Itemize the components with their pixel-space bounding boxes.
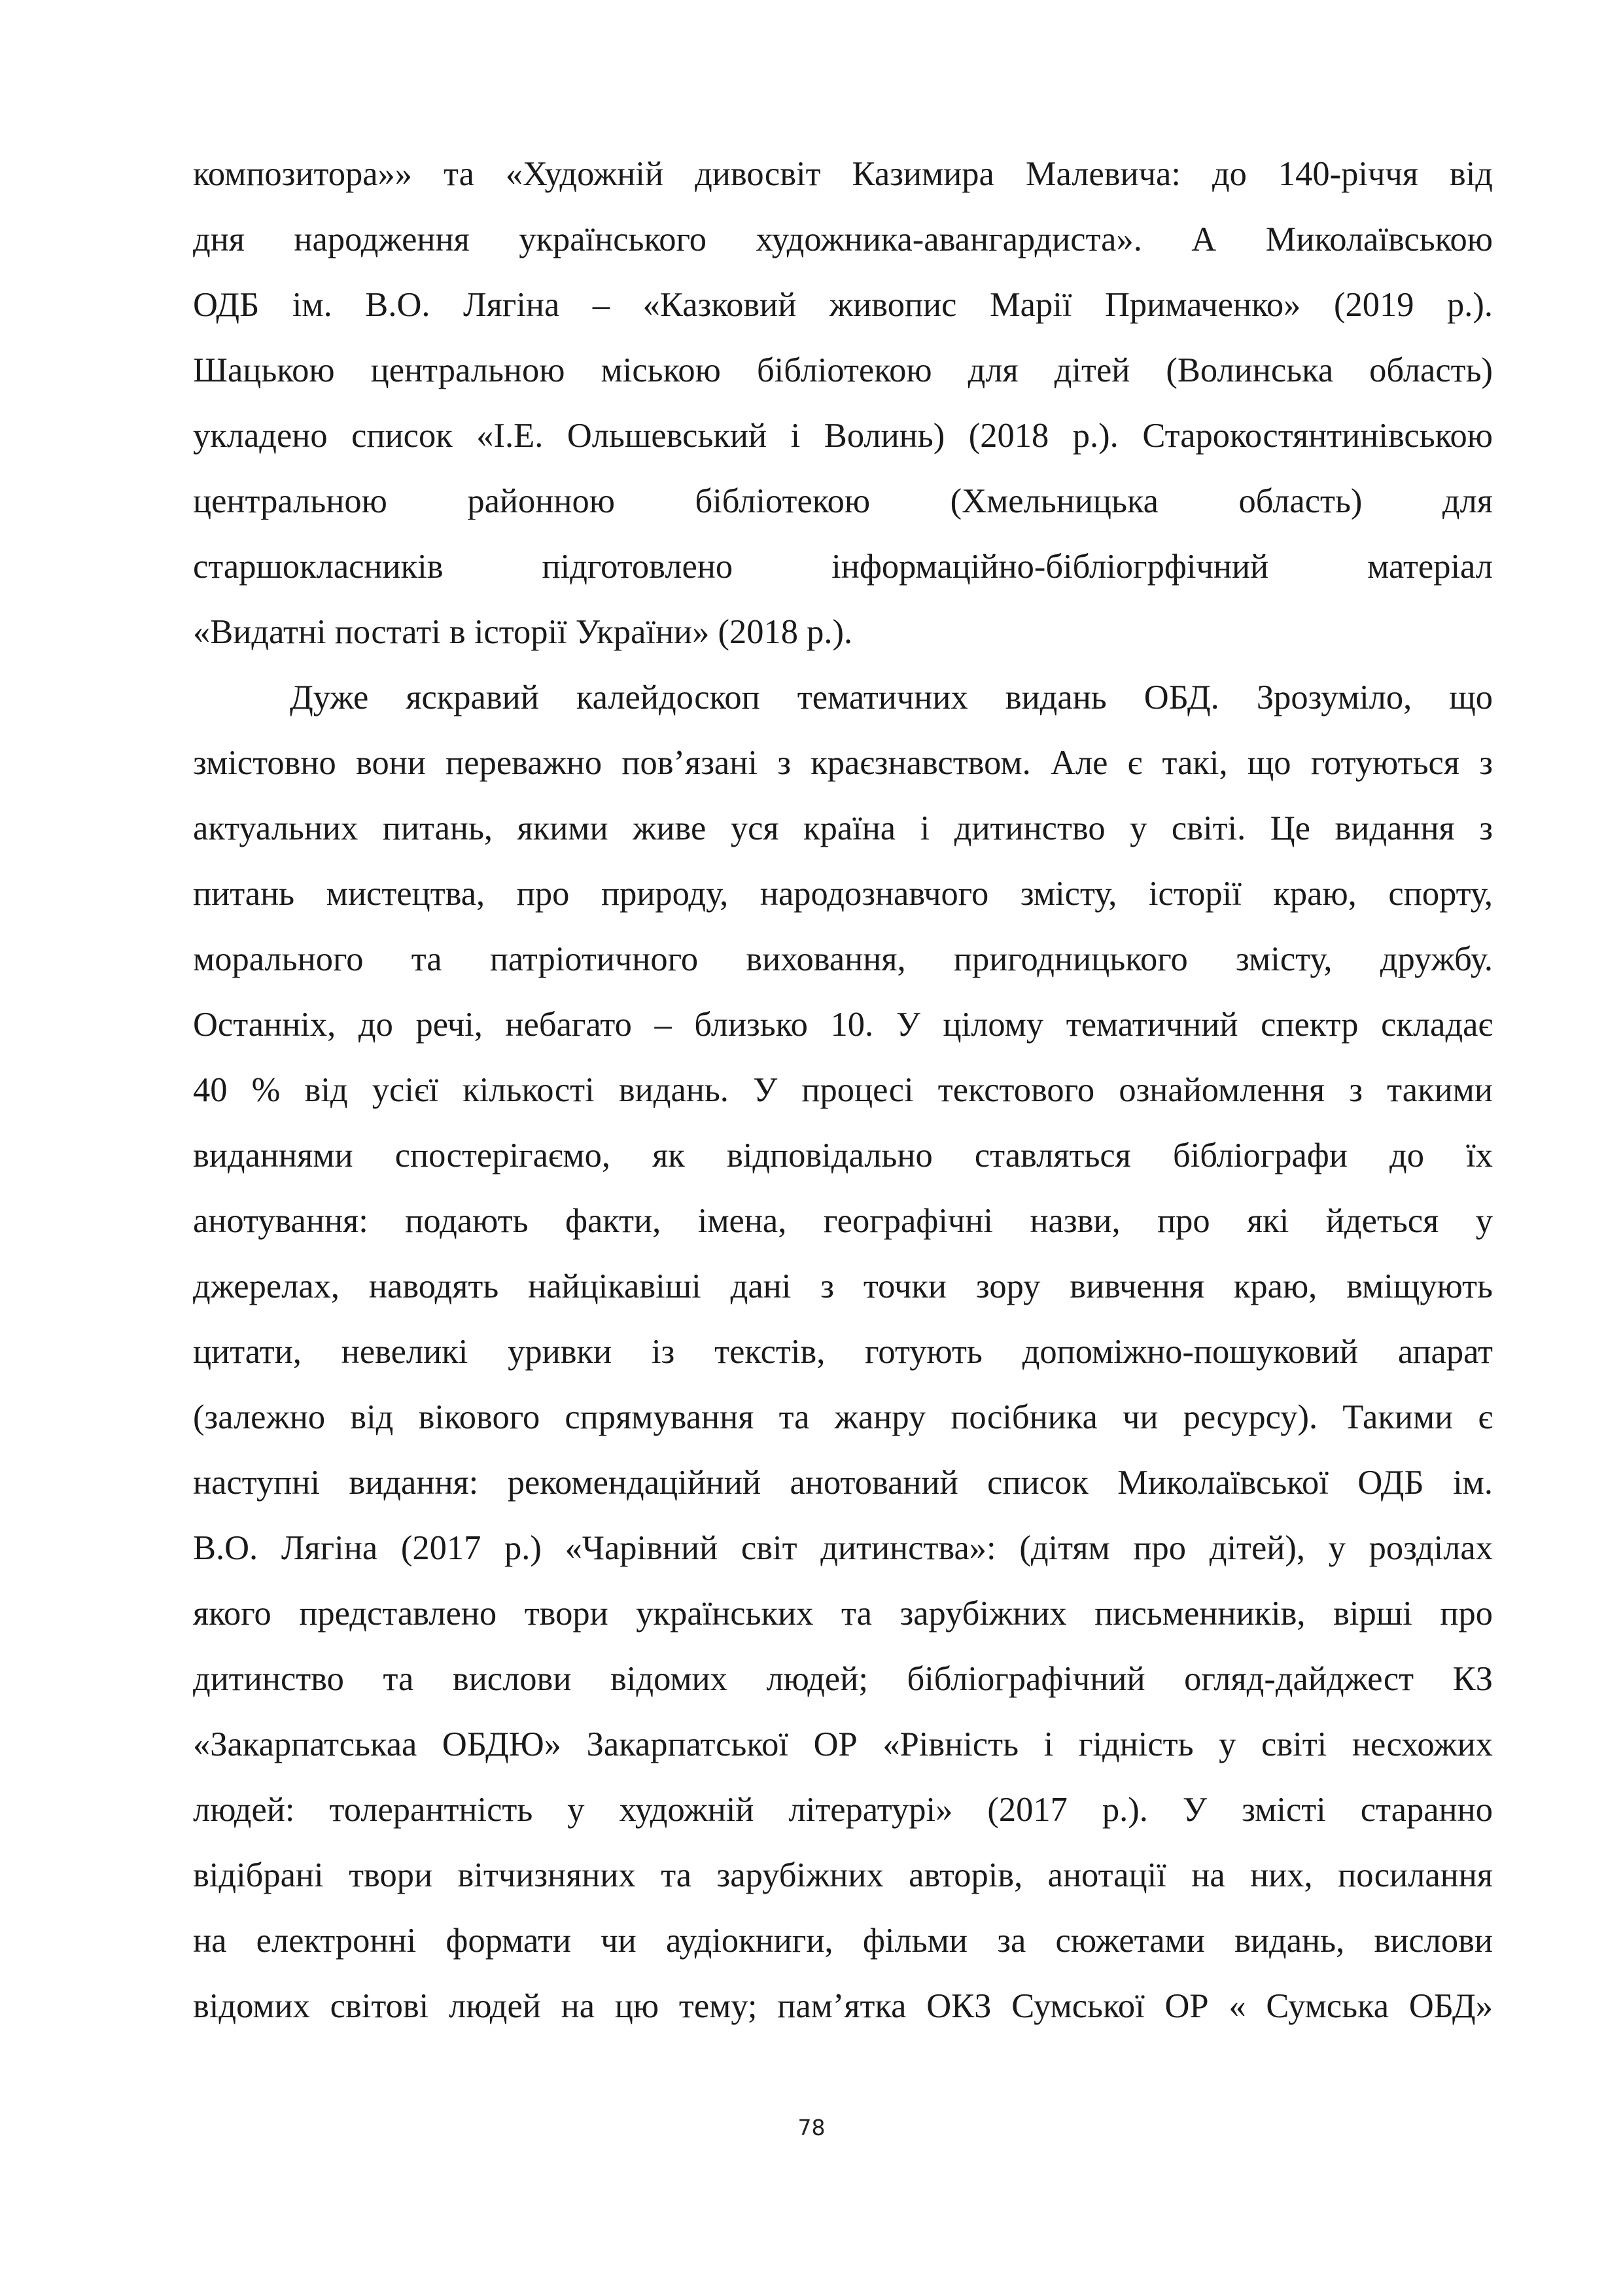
text-line: укладено список «І.Е. Ольшевський і Волинь) (2018 р.). Старокостянтинівською	[193, 417, 1493, 455]
body-text	[193, 141, 1493, 2039]
text-line: людей: толерантність у художній літературі» (2017 р.). У змісті старанно	[193, 1791, 1493, 1829]
text-line: «Закарпатськаа ОБДЮ» Закарпатської ОР «Рівність і гідність у світі несхожих	[193, 1725, 1493, 1763]
text-line: центральною районною бібліотекою (Хмельницька область) для	[193, 482, 1493, 520]
text-line: актуальних питань, якими живе уся країна і дитинство у світі. Це видання з	[193, 809, 1493, 847]
page-number: 78	[797, 2115, 826, 2140]
text-line: 40 % від усієї кількості видань. У процесі текстового ознайомлення з такими	[193, 1071, 1493, 1109]
text-line: старшокласників підготовлено інформаційно-бібліогрфічний матеріал	[193, 548, 1493, 586]
text-line: цитати, невеликі уривки із текстів, готують допоміжно-пошуковий апарат	[193, 1333, 1493, 1371]
text-line: Дуже яскравий калейдоскоп тематичних видань ОБД. Зрозуміло, що	[290, 679, 1493, 716]
text-line: джерелах, наводять найцікавіші дані з точки зору вивчення краю, вміщують	[193, 1267, 1493, 1305]
text-line: композитора»» та «Художній дивосвіт Казимира Малевича: до 140-річчя від	[193, 155, 1493, 193]
text-line: (залежно від вікового спрямування та жанру посібника чи ресурсу). Такими є	[193, 1398, 1493, 1436]
text-line: морального та патріотичного виховання, пригодницького змісту, дружбу.	[193, 940, 1493, 978]
paragraph-2	[193, 665, 1493, 2039]
text-line: «Видатні постаті в історії України» (2018 р.).	[193, 613, 853, 651]
text-line: якого представлено твори українських та зарубіжних письменників, вірші про	[193, 1595, 1493, 1633]
text-line: питань мистецтва, про природу, народознавчого змісту, історії краю, спорту,	[193, 875, 1493, 913]
text-line: на електронні формати чи аудіокниги, фільми за сюжетами видань, вислови	[193, 1922, 1493, 1960]
text-line: Шацькою центральною міською бібліотекою для дітей (Волинська область)	[193, 351, 1493, 389]
text-line: Останніх, до речі, небагато – близько 10. У цілому тематичний спектр складає	[193, 1006, 1493, 1044]
text-line: наступні видання: рекомендаційний анотований список Миколаївської ОДБ ім.	[193, 1464, 1493, 1502]
text-line: змістовно вони переважно пов’язані з краєзнавством. Але є такі, що готуються з	[193, 744, 1493, 782]
paragraph-1	[193, 141, 1493, 665]
text-line: В.О. Лягіна (2017 р.) «Чарівний світ дитинства»: (дітям про дітей), у розділах	[193, 1529, 1493, 1567]
text-line: відібрані твори вітчизняних та зарубіжних авторів, анотації на них, посилання	[193, 1856, 1493, 1894]
text-line: ОДБ ім. В.О. Лягіна – «Казковий живопис Марії Примаченко» (2019 р.).	[193, 286, 1493, 324]
text-line: виданнями спостерігаємо, як відповідально ставляться бібліографи до їх	[193, 1137, 1493, 1174]
text-line: анотування: подають факти, імена, географічні назви, про які йдеться у	[193, 1202, 1493, 1240]
text-line: дитинство та вислови відомих людей; бібліографічний огляд-дайджест КЗ	[193, 1660, 1493, 1698]
text-line: дня народження українського художника-авангардиста». А Миколаївською	[193, 221, 1493, 258]
text-line: відомих світові людей на цю тему; пам’ятка ОКЗ Сумської ОР « Сумська ОБД»	[193, 1987, 1493, 2025]
